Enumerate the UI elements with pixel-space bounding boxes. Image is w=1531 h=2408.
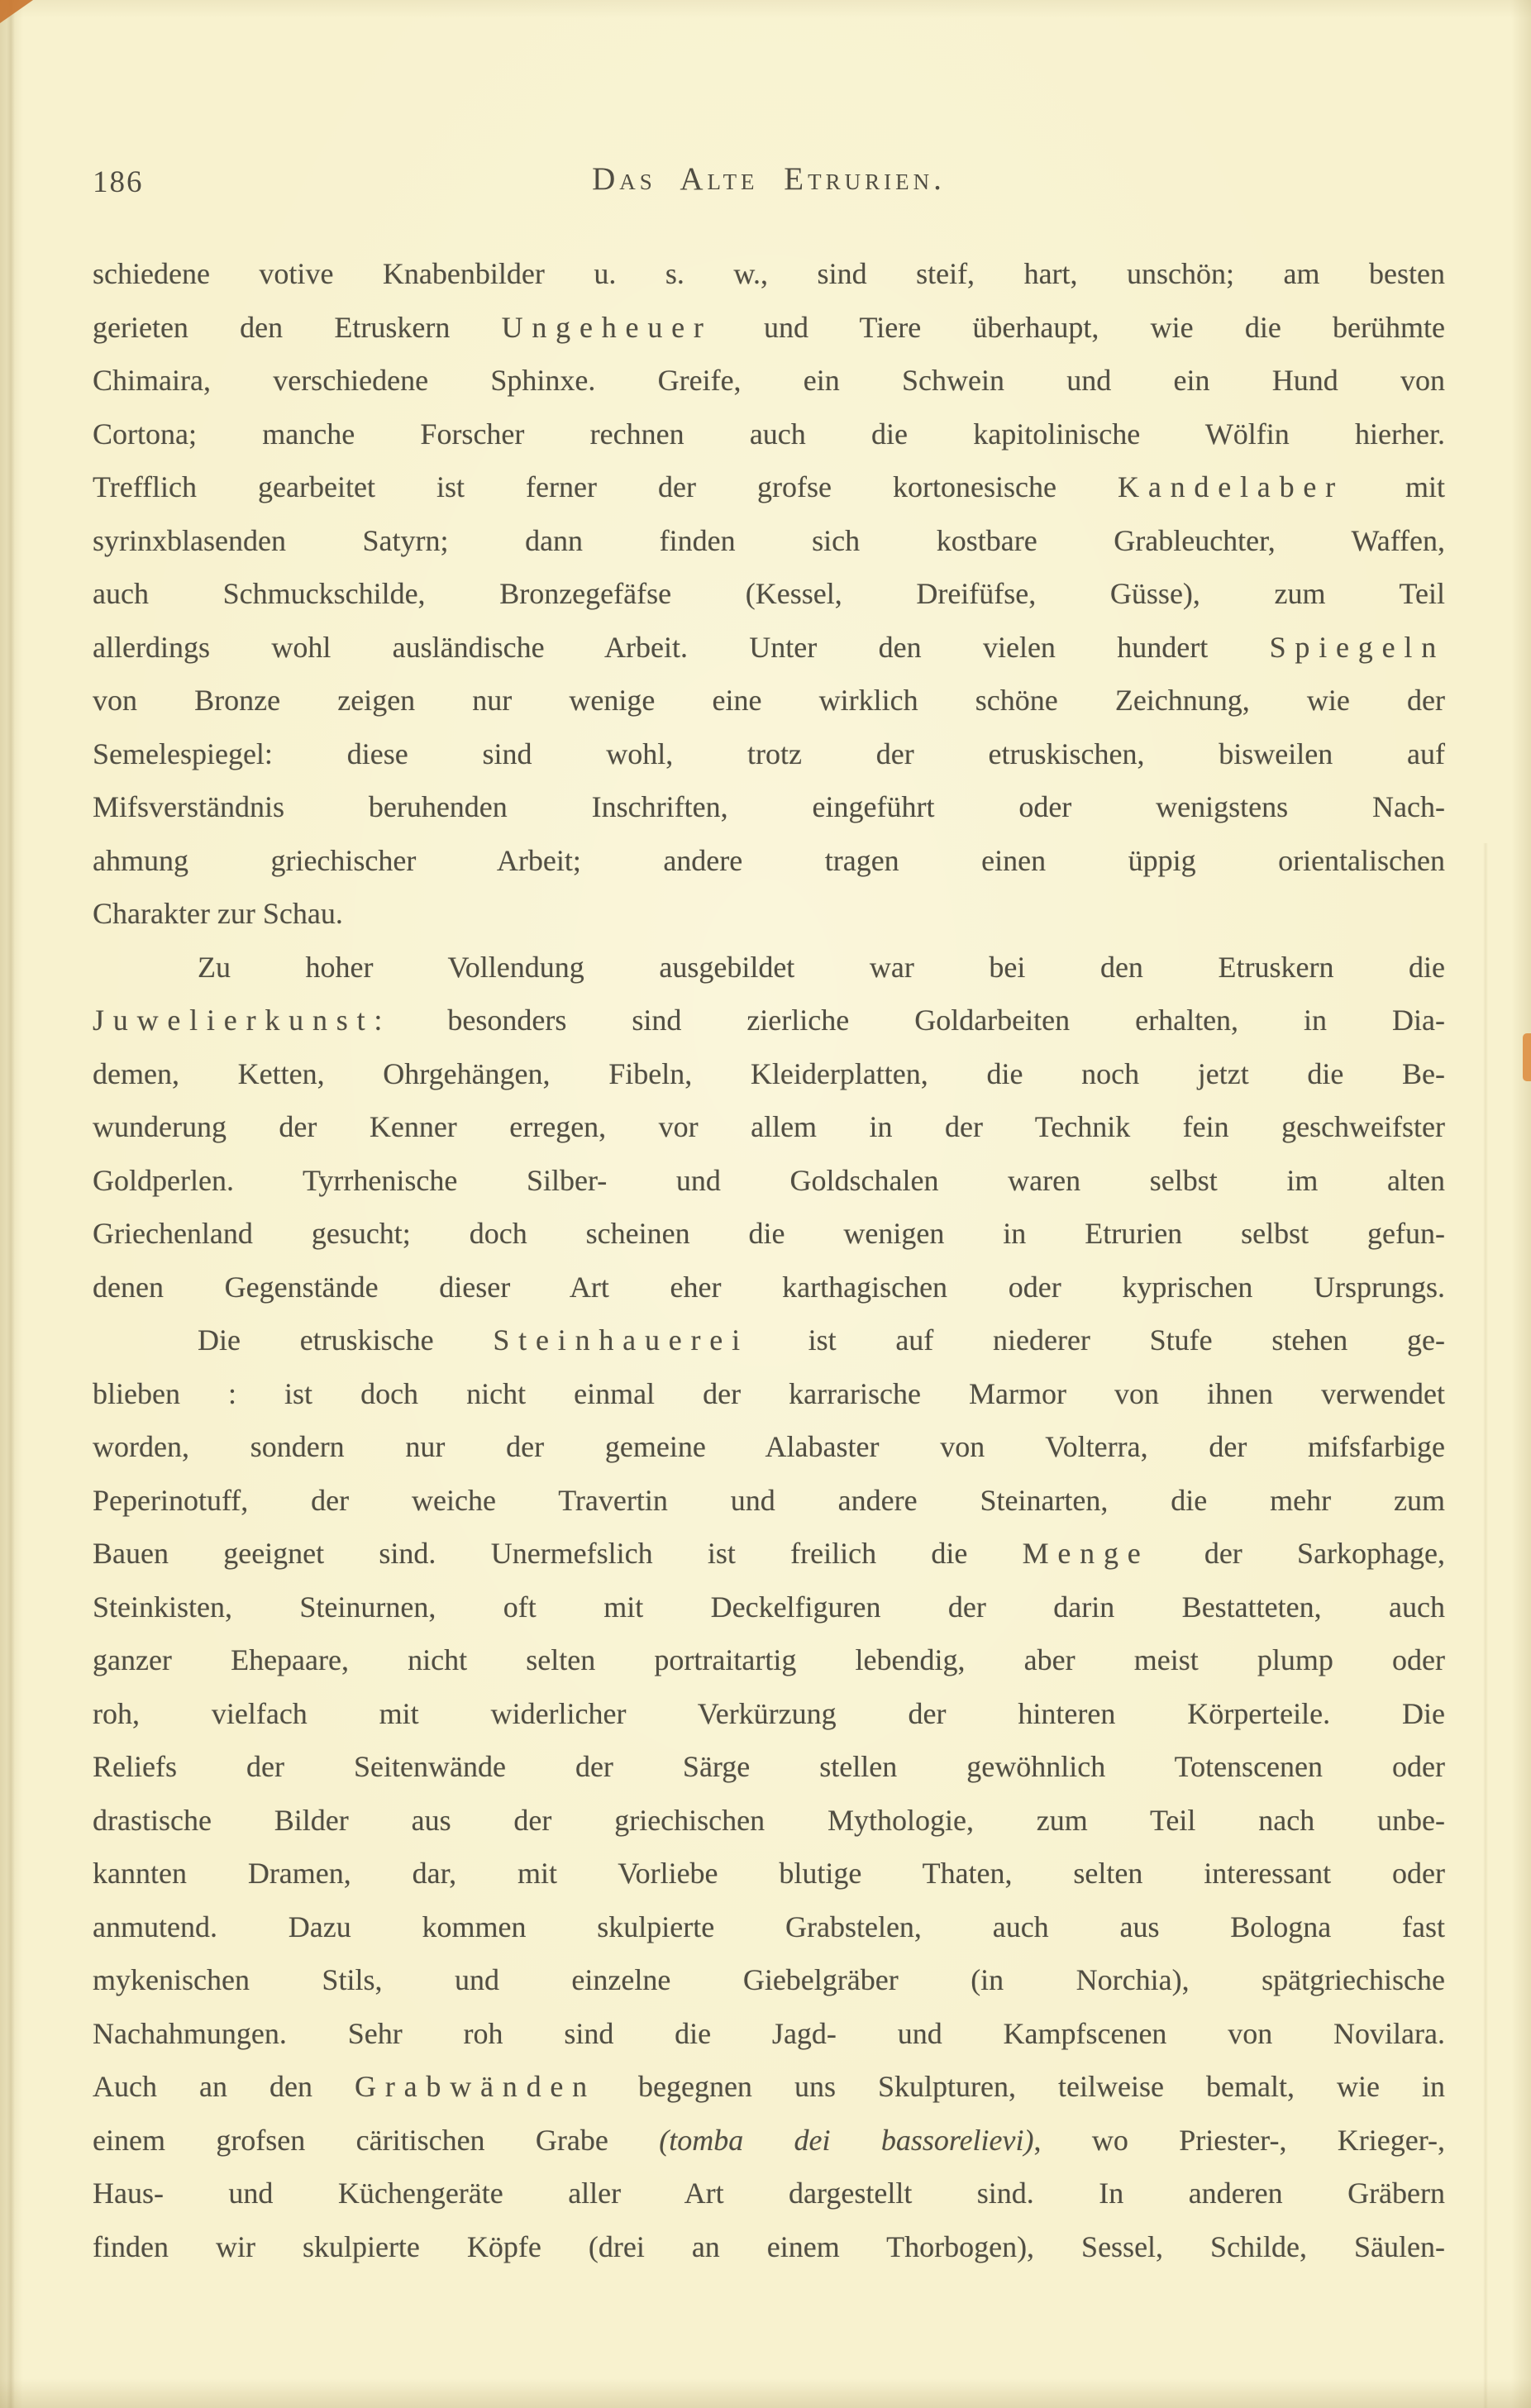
text-line [93,1527,1445,1581]
text-segment: ahmung griechischer Arbeit; andere tragen einen üppig orientalischen [93,843,1445,877]
text-segment: anmutend. Dazu kommen skulpierte Grabstelen, auch aus Bologna fast [93,1910,1445,1943]
text-segment: syrinxblasenden Satyrn; dann finden sich kostbare Grableuchter, Waffen, [93,523,1445,557]
text-line [93,1633,1445,1687]
text-segment-sperr: Kandelaber [1118,470,1344,503]
text-segment-sperr: Steinhauerei [493,1323,749,1357]
text-segment: Steinkisten, Steinurnen, oft mit Deckelfiguren der darin Bestatteten, auch [93,1590,1445,1624]
text-line [93,1367,1445,1421]
text-line [93,1900,1445,1954]
text-segment: der Sarkophage, [1149,1537,1445,1570]
text-line [93,1100,1445,1154]
text-line [93,1261,1445,1314]
text-line [93,1581,1445,1634]
text-line [93,621,1445,675]
text-line [93,408,1445,461]
page-number: 186 [93,165,144,199]
text-line [93,2114,1445,2167]
text-segment-sperr: Ungeheuer [501,310,713,344]
text-segment: worden, sondern nur der gemeine Alabaster von Volterra, der mifsfarbige [93,1430,1445,1463]
text-line [93,2220,1445,2274]
text-line [93,1207,1445,1261]
text-line [93,1687,1445,1741]
text-segment: Cortona; manche Forscher rechnen auch die kapitolinische Wölfin hierher. [93,417,1445,451]
text-segment: Griechenland gesucht; doch scheinen die wenigen in Etrurien selbst gefun- [93,1217,1445,1250]
text-segment: und Tiere überhaupt, wie die berühmte [712,310,1445,344]
text-segment: Haus- und Küchengeräte aller Art dargestellt sind. In anderen Gräbern [93,2177,1445,2210]
text-segment: Peperinotuff, der weiche Travertin und andere Steinarten, die mehr zum [93,1483,1445,1517]
text-line [93,1154,1445,1208]
text-segment: Die etruskische [198,1323,494,1357]
text-segment: Nachahmungen. Sehr roh sind die Jagd- und Kampfscenen von Novilara. [93,2016,1445,2050]
text-line [93,1953,1445,2007]
text-line [93,2007,1445,2061]
text-segment: von Bronze zeigen nur wenige eine wirklich schöne Zeichnung, wie der [93,684,1445,717]
text-line [93,247,1445,301]
text-line [93,2060,1445,2114]
text-segment: demen, Ketten, Ohrgehängen, Fibeln, Kleiderplatten, die noch jetzt die Be- [93,1056,1445,1090]
text-line [93,941,1445,994]
text-line [93,1740,1445,1794]
text-line [93,887,1445,941]
text-segment: Charakter zur Schau. [93,897,343,930]
text-segment-sperr: Spiegeln [1269,630,1445,664]
text-line [93,834,1445,888]
text-segment: Chimaira, verschiedene Sphinxe. Greife, ein Schwein und ein Hund von [93,364,1445,397]
scan-artifact-corner [0,0,33,23]
text-segment-ital: (tomba dei bassorelievi) [659,2123,1034,2157]
text-segment: Mifsverständnis beruhenden Inschriften, eingeführt oder wenigstens Nach- [93,790,1445,823]
text-segment: begegnen uns Skulpturen, teilweise bemalt, wie in [595,2070,1445,2103]
text-segment-sperr: Juwelierkunst [93,1004,374,1037]
text-line [93,780,1445,834]
text-segment: Reliefs der Seitenwände der Särge stellen gewöhnlich Totenscenen oder [93,1750,1445,1783]
text-segment: blieben : ist doch nicht einmal der karrarische Marmor von ihnen verwendet [93,1376,1445,1410]
text-segment: Bauen geeignet sind. Unermefslich ist freilich die [93,1537,1023,1570]
paragraph [93,941,1445,1314]
text-line [93,1794,1445,1848]
text-segment: denen Gegenstände dieser Art eher karthagischen oder kyprischen Ursprungs. [93,1270,1445,1304]
page-header [93,160,1445,202]
text-segment: drastische Bilder aus der griechischen Mythologie, zum Teil nach unbe- [93,1803,1445,1837]
text-line [93,354,1445,408]
text-segment: ist auf niederer Stufe stehen ge- [748,1323,1445,1357]
scan-artifact-edge [1523,1033,1531,1081]
text-segment: Goldperlen. Tyrrhenische Silber- und Goldschalen waren selbst im alten [93,1163,1445,1197]
text-line [93,514,1445,568]
text-segment: einem grofsen cäritischen Grabe [93,2123,660,2157]
paragraph [93,1314,1445,2273]
text-segment: schiedene votive Knabenbilder u. s. w., sind steif, hart, unschön; am besten [93,257,1445,290]
text-line [93,674,1445,727]
text-segment: : besonders sind zierliche Goldarbeiten erhalten, in Dia- [374,1004,1445,1037]
text-segment: auch Schmuckschilde, Bronzegefäfse (Kessel, Dreifüfse, Güsse), zum Teil [93,577,1445,610]
text-line [93,727,1445,781]
text-line [93,1420,1445,1474]
text-line [93,1047,1445,1101]
running-title: Das Alte Etrurien. [592,161,946,197]
text-segment: finden wir skulpierte Köpfe (drei an einem Thorbogen), Sessel, Schilde, Säulen- [93,2229,1445,2263]
text-segment: Semelespiegel: diese sind wohl, trotz der etruskischen, bisweilen auf [93,737,1445,770]
text-segment: roh, vielfach mit widerlicher Verkürzung der hinteren Körperteile. Die [93,1696,1445,1730]
text-segment: mykenischen Stils, und einzelne Giebelgräber (in Norchia), spätgriechische [93,1963,1445,1996]
page-edge-shadow [1483,843,1488,2408]
text-line [93,301,1445,355]
text-segment: kannten Dramen, dar, mit Vorliebe blutige Thaten, selten interessant oder [93,1857,1445,1890]
text-line [93,1314,1445,1367]
text-segment: Trefflich gearbeitet ist ferner der grofse kortonesische [93,470,1118,503]
text-line [93,1847,1445,1900]
text-segment: allerdings wohl ausländische Arbeit. Unter den vielen hundert [93,630,1270,664]
text-line [93,1474,1445,1528]
text-line [93,994,1445,1047]
text-segment: , wo Priester-, Krieger-, [1033,2123,1445,2157]
text-segment: Auch an den [93,2070,355,2103]
text-line [93,2167,1445,2220]
text-segment: ganzer Ehepaare, nicht selten portraitartig lebendig, aber meist plump oder [93,1643,1445,1676]
text-segment: gerieten den Etruskern [93,310,502,344]
text-line [93,460,1445,514]
text-segment: Zu hoher Vollendung ausgebildet war bei den Etruskern die [198,950,1445,984]
text-segment: wunderung der Kenner erregen, vor allem in der Technik fein geschweifster [93,1110,1445,1143]
page-crease [7,0,15,2408]
body-text [93,247,1445,2273]
text-line [93,567,1445,621]
text-segment-sperr: Menge [1022,1537,1150,1570]
text-segment-sperr: Grabwänden [355,2070,596,2103]
text-segment: mit [1343,470,1445,503]
paragraph [93,247,1445,941]
